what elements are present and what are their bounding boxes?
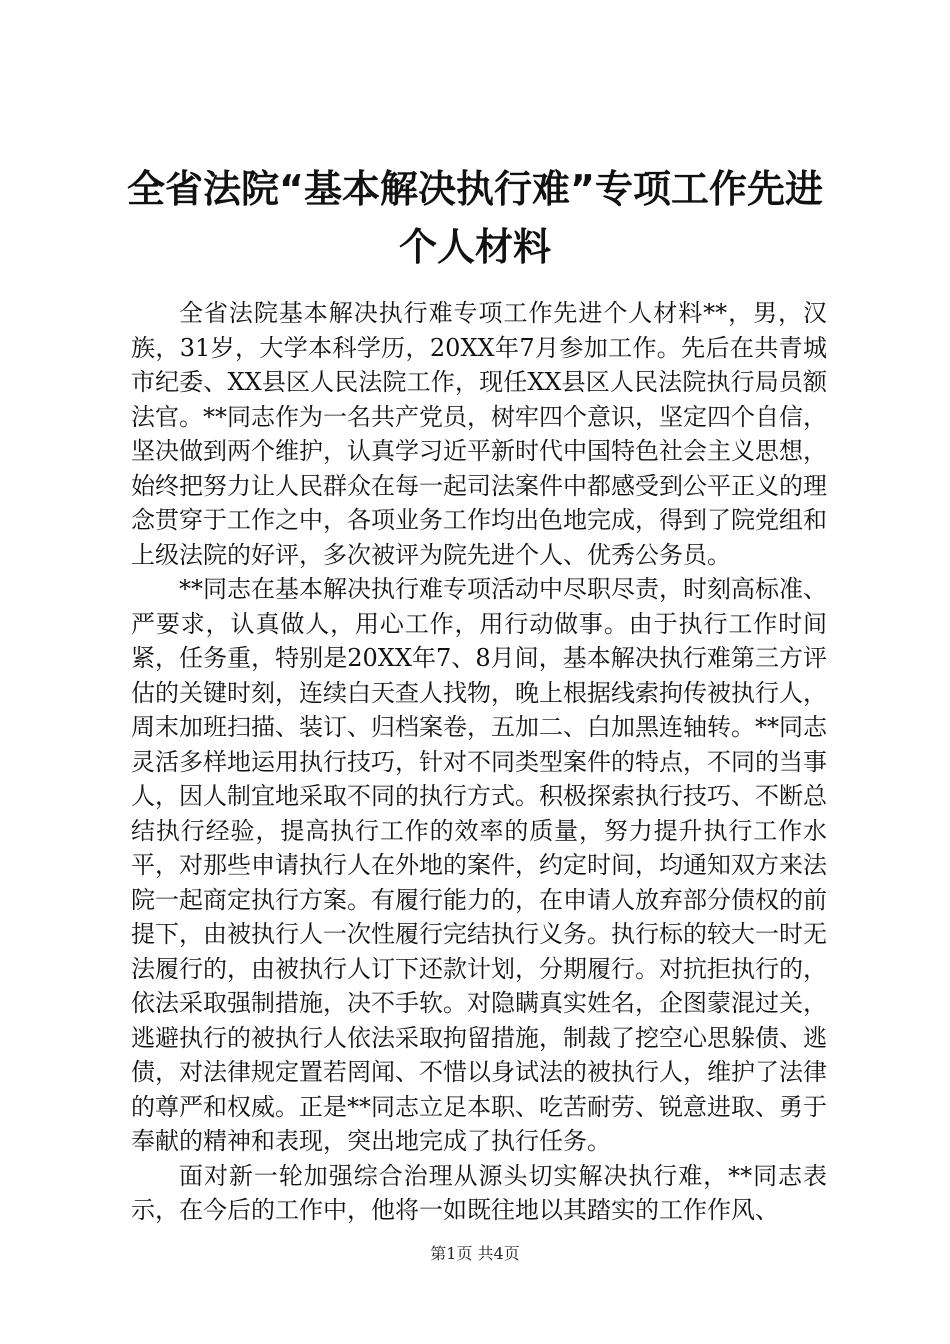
document-body bbox=[131, 296, 827, 1228]
page-number-footer: 第1页 共4页 bbox=[430, 1244, 520, 1263]
document-title: 全省法院“基本解决执行难”专项工作先进个人材料 bbox=[127, 167, 823, 269]
paragraph-2: **同志在基本解决执行难专项活动中尽职尽责，时刻高标准、严要求，认真做人，用心工作，用行动做事。由于执行工作时间紧，任务重，特别是20XX年7、8月间，基本解决执行难第三方评估的关键时刻，连续白天查人找物，晚上根据线索拘传被执行人，周末加班扫描、装订、归档案卷，五加二、白加黑连轴转。**同志灵活多样地运用执行技巧，针对不同类型案件的特点，不同的当事人，因人制宜地采取不同的执行方式。积极探索执行技巧、不断总结执行经验，提高执行工作的效率的质量，努力提升执行工作水平，对那些申请执行人在外地的案件，约定时间，均通知双方来法院一起商定执行方案。有履行能力的，在申请人放弃部分债权的前提下，由被执行人一次性履行完结执行义务。执行标的较大一时无法履行的，由被执行人订下还款计划，分期履行。对抗拒执行的，依法采取强制措施，决不手软。对隐瞒真实姓名，企图蒙混过关，逃避执行的被执行人依法采取拘留措施，制裁了挖空心思躲债、逃债，对法律规定置若罔闻、不惜以身试法的被执行人，维护了法律的尊严和权威。正是**同志立足本职、吃苦耐劳、锐意进取、勇于奉献的精神和表现，突出地完成了执行任务。 bbox=[131, 575, 827, 1155]
paragraph-3: 面对新一轮加强综合治理从源头切实解决执行难，**同志表示，在今后的工作中，他将一如既往地以其踏实的工作作风、 bbox=[131, 1161, 827, 1224]
paragraph-1: 全省法院基本解决执行难专项工作先进个人材料**，男，汉族，31岁，大学本科学历，20XX年7月参加工作。先后在共青城市纪委、XX县区人民法院工作，现任XX县区人民法院执行局员额法官。**同志作为一名共产党员，树牢四个意识，坚定四个自信，坚决做到两个维护，认真学习近平新时代中国特色社会主义思想，始终把努力让人民群众在每一起司法案件中都感受到公平正义的理念贯穿于工作之中，各项业务工作均出色地完成，得到了院党组和上级法院的好评，多次被评为院先进个人、优秀公务员。 bbox=[131, 299, 827, 569]
